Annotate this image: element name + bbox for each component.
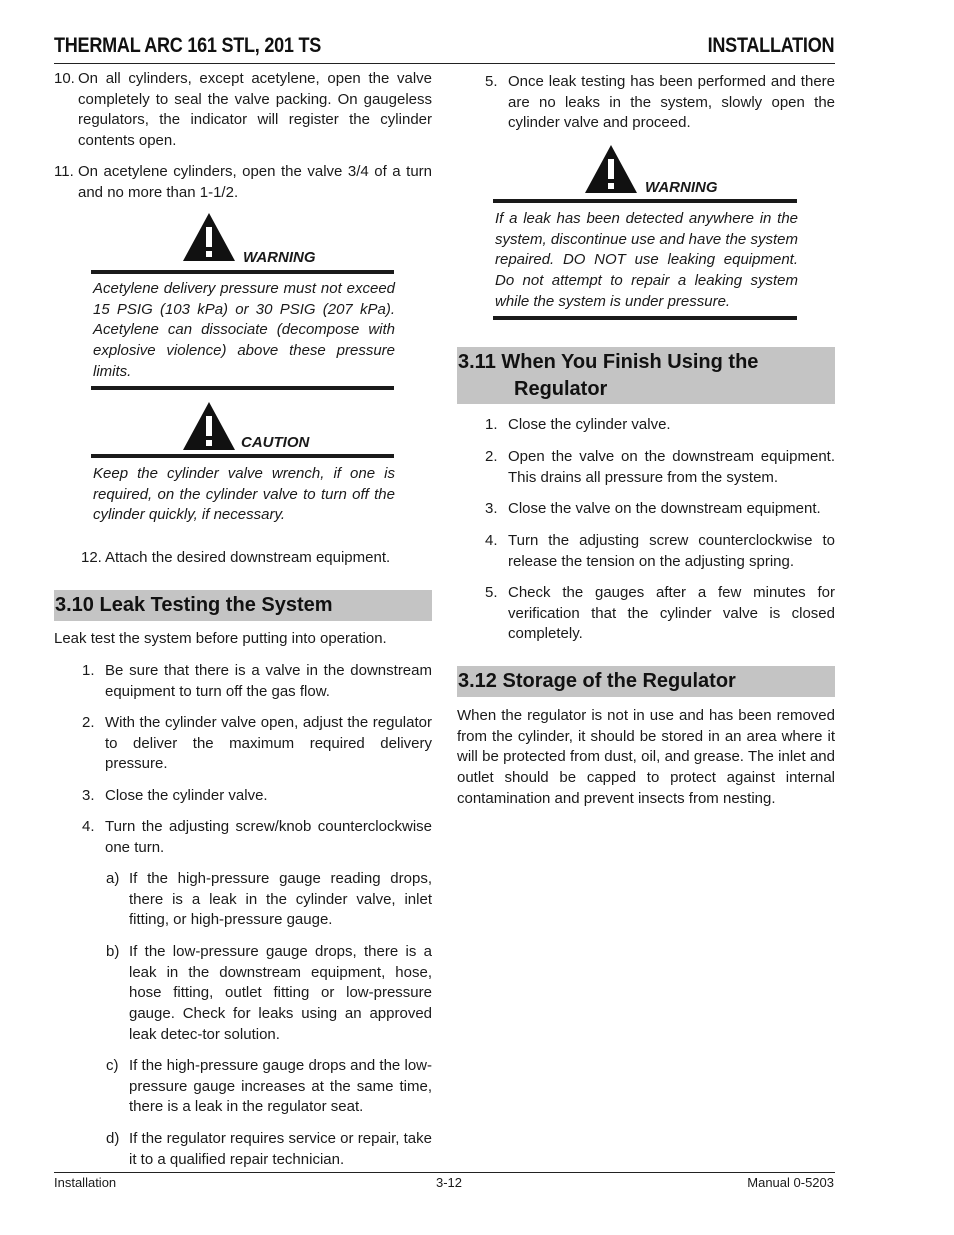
warning-triangle-icon: [583, 143, 639, 195]
header-rule: [54, 63, 835, 64]
warning-text: Acetylene delivery pressure must not exceed 15 PSIG (103 kPa) or 30 PSIG (207 kPa). Acetylene can dissociate (decompose with explosive violence) above these pressure limits.: [93, 280, 395, 380]
caution-triangle-icon: [181, 400, 237, 452]
document-title: THERMAL ARC 161 STL, 201 TS: [54, 34, 322, 57]
sublist-item-text: If the high-pressure gauge drops and the low-pressure gauge increases at the same time, there is a leak in the regulator seat.: [129, 1057, 432, 1116]
footer-left: Installation: [54, 1175, 117, 1190]
list-item-text: On all cylinders, except acetylene, open the valve completely to seal the valve packing. On gaugeless regulators, the indicator will register the cylinder contents open.: [78, 70, 432, 150]
list-number: 3.: [82, 787, 95, 804]
list-item-text: Check the gauges after a few minutes for verification that the cylinder valve is closed completely.: [508, 584, 835, 643]
list-item-text: Attach the desired downstream equipment.: [105, 549, 391, 566]
warning-label: WARNING: [243, 249, 316, 266]
section-intro: Leak test the system before putting into operation.: [54, 630, 387, 647]
warning-triangle-icon: [181, 211, 237, 263]
section-heading-bar: [457, 347, 835, 404]
list-number: 4.: [485, 532, 498, 549]
list-number: 1.: [82, 662, 95, 679]
warning-label: WARNING: [645, 179, 718, 196]
section-heading-bar: [457, 666, 835, 697]
footer-right: Manual 0-5203: [747, 1175, 834, 1190]
list-number: 10.: [54, 70, 75, 87]
list-number: 2.: [82, 714, 95, 731]
list-number: 1.: [485, 416, 498, 433]
list-item-text: With the cylinder valve open, adjust the regulator to deliver the maximum required delivery pressure.: [105, 714, 432, 773]
list-item-text: Once leak testing has been performed and there are no leaks in the system, slowly open the cylinder valve and proceed.: [508, 73, 835, 132]
sublist-letter: d): [106, 1130, 120, 1147]
sublist-item-text: If the low-pressure gauge drops, there is a leak in the downstream equipment, hose, hose fitting, outlet fitting or low-pressure gauge. Check for leaks using an approved leak detec-tor solution.: [129, 943, 432, 1043]
page-number: 3-12: [436, 1175, 463, 1190]
warning-top-bar: [91, 270, 394, 274]
list-number: 4.: [82, 818, 95, 835]
warning-bottom-bar: [493, 316, 797, 320]
list-number: 11.: [54, 163, 74, 180]
section-title: 3.12 Storage of the Regulator: [458, 670, 736, 692]
list-item-text: Open the valve on the downstream equipment. This drains all pressure from the system.: [508, 448, 835, 486]
list-item-text: Turn the adjusting screw counterclockwise to release the tension on the adjusting spring.: [508, 532, 835, 570]
list-item-text: Turn the adjusting screw/knob counterclockwise one turn.: [105, 818, 432, 856]
list-item-text: Close the cylinder valve.: [508, 416, 671, 433]
section-name: INSTALLATION: [707, 34, 834, 57]
sublist-item-text: If the regulator requires service or repair, take it to a qualified repair technician.: [129, 1130, 432, 1168]
list-number: 5.: [485, 584, 498, 601]
sublist-letter: c): [106, 1057, 119, 1074]
caution-label: CAUTION: [241, 434, 310, 451]
caution-text: Keep the cylinder valve wrench, if one is required, on the cylinder valve to turn off the cylinder quickly, if necessary.: [93, 465, 395, 524]
section-title: 3.10 Leak Testing the System: [55, 594, 333, 616]
section-paragraph: When the regulator is not in use and has been removed from the cylinder, it should be stored in an area where it will be protected from dust, oil, and grease. The inlet and outlet should be capped to protect against internal contamination and prevent insects from nesting.: [457, 707, 835, 807]
caution-top-bar: [91, 454, 394, 458]
section-title-line1: 3.11 When You Finish Using the: [458, 351, 759, 373]
warning-top-bar: [493, 199, 797, 203]
warning-bottom-bar: [91, 386, 394, 390]
footer-rule: [54, 1172, 835, 1173]
sublist-letter: a): [106, 870, 120, 887]
section-heading-bar: [54, 590, 432, 621]
list-item-text: Close the valve on the downstream equipment.: [508, 500, 821, 517]
sublist-letter: b): [106, 943, 120, 960]
list-number: 2.: [485, 448, 498, 465]
sublist-item-text: If the high-pressure gauge reading drops, there is a leak in the cylinder valve, inlet fitting, or high-pressure gauge.: [129, 870, 432, 929]
list-item-text: Close the cylinder valve.: [105, 787, 268, 804]
list-item-text: Be sure that there is a valve in the downstream equipment to turn off the gas flow.: [105, 662, 432, 700]
section-title-line2: Regulator: [514, 378, 608, 400]
list-number: 5.: [485, 73, 498, 90]
list-item-text: On acetylene cylinders, open the valve 3/4 of a turn and no more than 1-1/2.: [78, 163, 432, 201]
list-number: 3.: [485, 500, 498, 517]
list-number: 12.: [81, 549, 102, 566]
warning-text: If a leak has been detected anywhere in the system, discontinue use and have the system repaired. DO NOT use leaking equipment. Do not attempt to repair a leaking system while the system is under pressure.: [495, 210, 798, 310]
